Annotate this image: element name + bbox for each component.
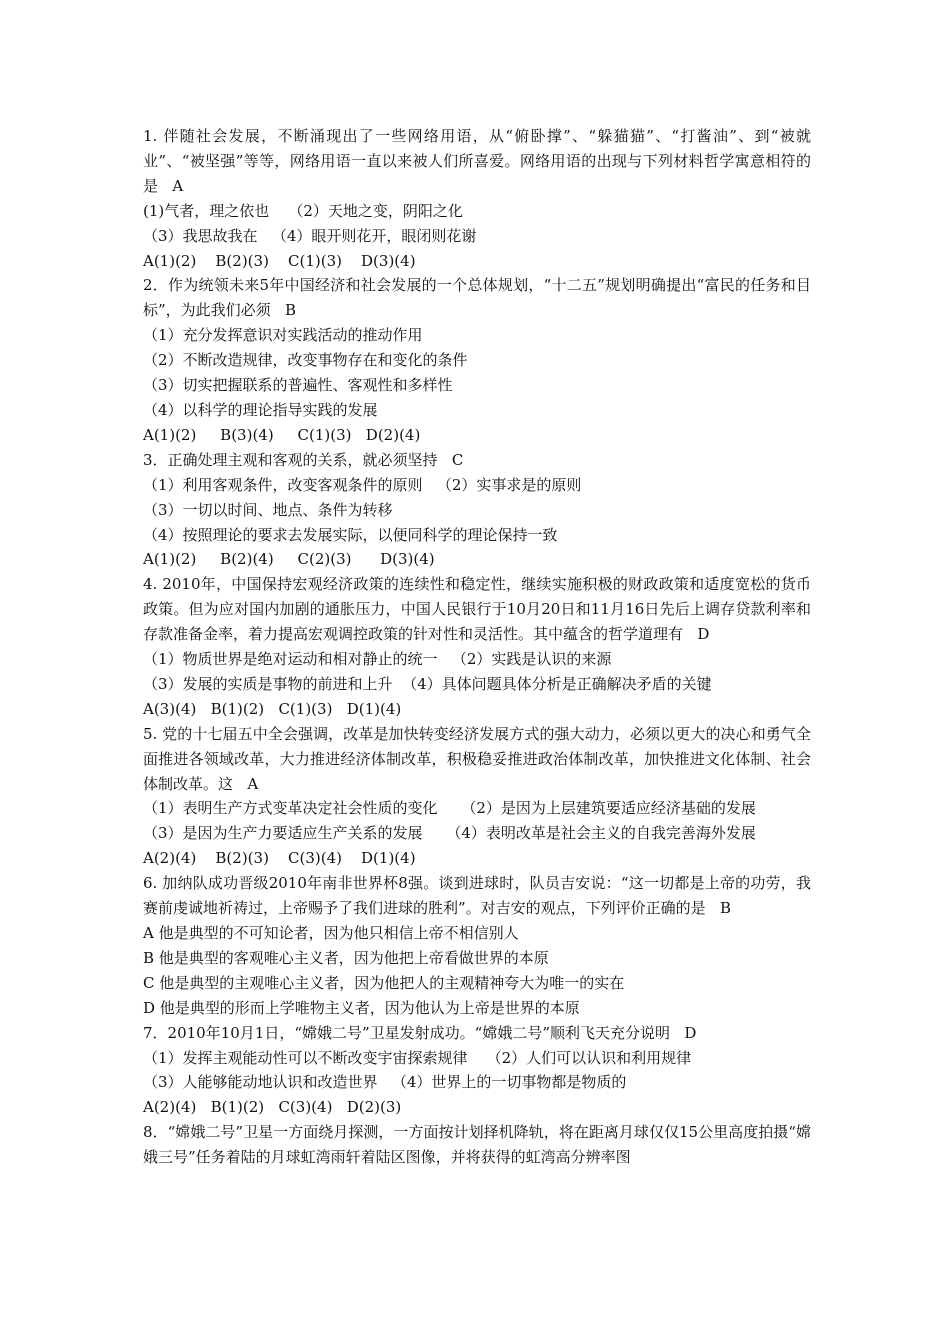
answer-key: C <box>451 450 464 469</box>
option-line: C 他是典型的主观唯心主义者，因为他把人的主观精神夸大为唯一的实在 <box>143 973 625 992</box>
question-text: 5. 党的十七届五中全会强调，改革是加快转变经济发展方式的强大动力，必须以更大的决心和勇气全面推进各领域改革，大力推进经济体制改革，积极稳妥推进政治体制改革，加快推进文化体制、社会体制改革。这 <box>143 724 811 793</box>
option-line: （4）按照理论的要求去发展实际，以便同科学的理论保持一致 <box>143 525 558 544</box>
question-8 <box>143 1120 811 1170</box>
question-5 <box>143 722 811 871</box>
option-line: （1）物质世界是绝对运动和相对静止的统一 （2）实践是认识的来源 <box>143 650 612 669</box>
answer-key: A <box>172 176 184 195</box>
question-text: 1. 伴随社会发展，不断涌现出了一些网络用语，从“俯卧撑”、“躲猫猫”、“打酱油”、到“被就业”、“被坚强”等等，网络用语一直以来被人们所喜爱。网络用语的出现与下列材料哲学寓意相符的是 <box>143 127 811 195</box>
option-line: （1）利用客观条件，改变客观条件的原则 （2）实事求是的原则 <box>143 475 582 494</box>
question-stem <box>143 1120 811 1170</box>
option-line: （3）发展的实质是事物的前进和上升 （4）具体问题具体分析是正确解决矛盾的关键 <box>143 674 712 693</box>
option-line: （1）发挥主观能动性可以不断改变宇宙探索规律 （2）人们可以认识和利用规律 <box>143 1048 692 1067</box>
option-line: （1）表明生产方式变革决定社会性质的变化 （2）是因为上层建筑要适应经济基础的发展 <box>143 799 756 818</box>
question-7 <box>143 1021 811 1121</box>
question-text: 4. 2010年，中国保持宏观经济政策的连续性和稳定性，继续实施积极的财政政策和适度宽松的货币政策。但为应对国内加剧的通胀压力，中国人民银行于10月20日和11月16日先后上调存贷款利率和存款准备金率，着力提高宏观调控政策的针对性和灵活性。其中蕴含的哲学道理有 <box>143 575 811 644</box>
option-line: （3）人能够能动地认识和改造世界 （4）世界上的一切事物都是物质的 <box>143 1073 627 1092</box>
question-list <box>143 124 811 1170</box>
question-4 <box>143 572 811 721</box>
option-line: A(1)(2) B(3)(4) C(1)(3) D(2)(4) <box>143 425 421 444</box>
option-line: （1）充分发挥意识对实践活动的推动作用 <box>143 326 423 345</box>
question-text: 7．2010年10月1日，“嫦娥二号”卫星发射成功。“嫦娥二号”顺利飞天充分说明 <box>143 1023 671 1042</box>
option-line: D 他是典型的形而上学唯物主义者，因为他认为上帝是世界的本原 <box>143 998 580 1017</box>
option-line: A 他是典型的不可知论者，因为他只相信上帝不相信别人 <box>143 924 519 942</box>
option-line: B 他是典型的客观唯心主义者，因为他把上帝看做世界的本原 <box>143 948 549 967</box>
answer-key: B <box>720 899 732 918</box>
question-text: 8．“嫦娥二号”卫星一方面绕月探测，一方面按计划择机降轨，将在距离月球仅仅15公里高度拍摄“嫦娥三号”任务着陆的月球虹湾雨轩着陆区图像，并将获得的虹湾高分辨率图 <box>143 1123 811 1167</box>
question-2 <box>143 273 811 447</box>
question-text: 6. 加纳队成功晋级2010年南非世界杯8强。谈到进球时，队员吉安说：“这一切都是上帝的功劳，我赛前虔诚地祈祷过，上帝赐予了我们进球的胜利”。对吉安的观点，下列评价正确的是 <box>143 874 811 918</box>
option-line: A(2)(4) B(1)(2) C(3)(4) D(2)(3) <box>143 1098 402 1117</box>
option-line: (1)气者，理之依也 （2）天地之变，阴阳之化 <box>143 201 463 220</box>
answer-key: D <box>684 1023 697 1042</box>
question-stem <box>143 572 811 647</box>
option-line: （3）我思故我在 （4）眼开则花开，眼闭则花谢 <box>143 226 477 245</box>
question-6 <box>143 871 811 1020</box>
answer-key: B <box>284 301 297 320</box>
option-line: （4）以科学的理论指导实践的发展 <box>143 400 378 419</box>
question-text: 3．正确处理主观和客观的关系，就必须坚持 <box>143 450 438 469</box>
question-stem <box>143 871 811 921</box>
option-line: A(1)(2) B(2)(4) C(2)(3) D(3)(4) <box>143 550 435 569</box>
answer-key: D <box>697 625 710 644</box>
question-1 <box>143 124 811 273</box>
option-line: （2）不断改造规律，改变事物存在和变化的条件 <box>143 351 468 370</box>
option-line: （3）一切以时间、地点、条件为转移 <box>143 500 393 519</box>
question-stem <box>143 273 811 323</box>
option-line: （3）是因为生产力要适应生产关系的发展 （4）表明改革是社会主义的自我完善海外发展 <box>143 824 756 843</box>
question-3 <box>143 448 811 573</box>
option-line: A(1)(2) B(2)(3) C(1)(3) D(3)(4) <box>143 251 416 270</box>
question-text: 2．作为统领未来5年中国经济和社会发展的一个总体规划，“十二五”规划明确提出“富民的任务和目标”，为此我们必须 <box>143 276 811 320</box>
question-stem <box>143 448 811 473</box>
option-line: （3）切实把握联系的普遍性、客观性和多样性 <box>143 376 453 395</box>
question-stem <box>143 1021 811 1046</box>
option-line: A(2)(4) B(2)(3) C(3)(4) D(1)(4) <box>143 849 416 868</box>
option-line: A(3)(4) B(1)(2) C(1)(3) D(1)(4) <box>143 699 402 718</box>
question-stem <box>143 722 811 797</box>
question-stem <box>143 124 811 199</box>
answer-key: A <box>247 774 259 793</box>
